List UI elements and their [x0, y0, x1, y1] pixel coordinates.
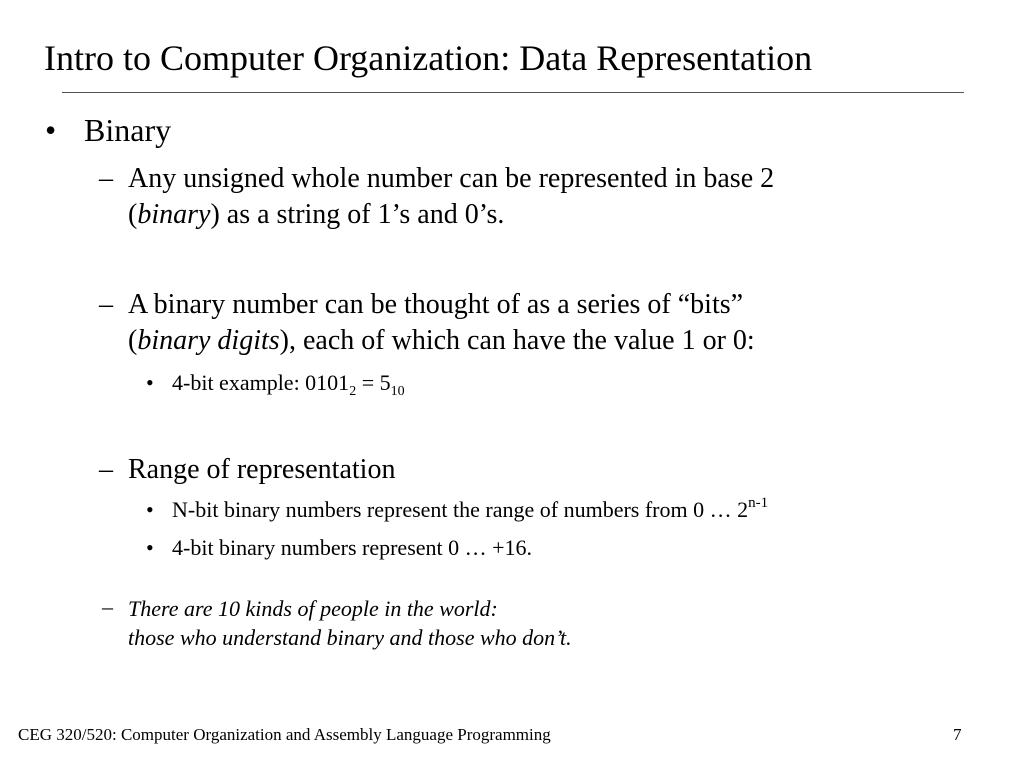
bullet-marker: •	[146, 497, 154, 522]
subpoint-unsigned-line2	[128, 197, 774, 233]
dash-marker: –	[99, 289, 113, 320]
subpoint-unsigned-line1: Any unsigned whole number can be represented in base 2	[128, 163, 775, 194]
bullet-marker: •	[146, 370, 154, 395]
page-number: 7	[953, 725, 962, 744]
range-nbit	[172, 497, 768, 523]
term-binary: binary	[137, 199, 211, 230]
title-divider	[62, 92, 964, 93]
subpoint-bits-rest: ), each of which can have the value 1 or 0:	[279, 325, 755, 356]
term-binary-digits: binary digits	[137, 325, 280, 356]
range-4bit: 4-bit binary numbers represent 0 … +16.	[172, 535, 533, 560]
bullet-marker: •	[146, 535, 154, 560]
subpoint-bits	[128, 287, 755, 359]
paren-open: (	[128, 325, 138, 356]
range-nbit-text: N-bit binary numbers represent the range of numbers from 0 … 2	[172, 497, 749, 522]
subscript-base-10: 10	[390, 384, 405, 399]
example-decimal-value: = 5	[356, 370, 391, 395]
example-4bit	[172, 370, 405, 399]
dash-marker: –	[99, 454, 113, 485]
dash-marker: –	[99, 163, 113, 194]
dash-marker: –	[102, 594, 113, 619]
binary-joke-line2: those who understand binary and those who don’t.	[128, 625, 572, 650]
binary-joke-line1: There are 10 kinds of people in the world:	[128, 596, 498, 621]
footer-course-title: CEG 320/520: Computer Organization and Assembly Language Programming	[18, 725, 551, 744]
paren-open: (	[128, 199, 138, 230]
bullet-binary: Binary	[84, 112, 172, 148]
subscript-base-2: 2	[349, 384, 357, 399]
slide-title: Intro to Computer Organization: Data Representation	[44, 38, 813, 78]
subpoint-unsigned	[128, 161, 774, 233]
bullet-marker: •	[45, 112, 57, 148]
example-binary-value: 4-bit example: 0101	[172, 370, 350, 395]
subpoint-bits-line2	[128, 323, 755, 359]
subpoint-range: Range of representation	[128, 454, 396, 485]
subpoint-bits-line1: A binary number can be thought of as a series of “bits”	[128, 289, 744, 320]
binary-joke	[128, 594, 572, 652]
superscript-n-minus-1: n-1	[748, 495, 769, 511]
subpoint-unsigned-rest: ) as a string of 1’s and 0’s.	[210, 199, 505, 230]
